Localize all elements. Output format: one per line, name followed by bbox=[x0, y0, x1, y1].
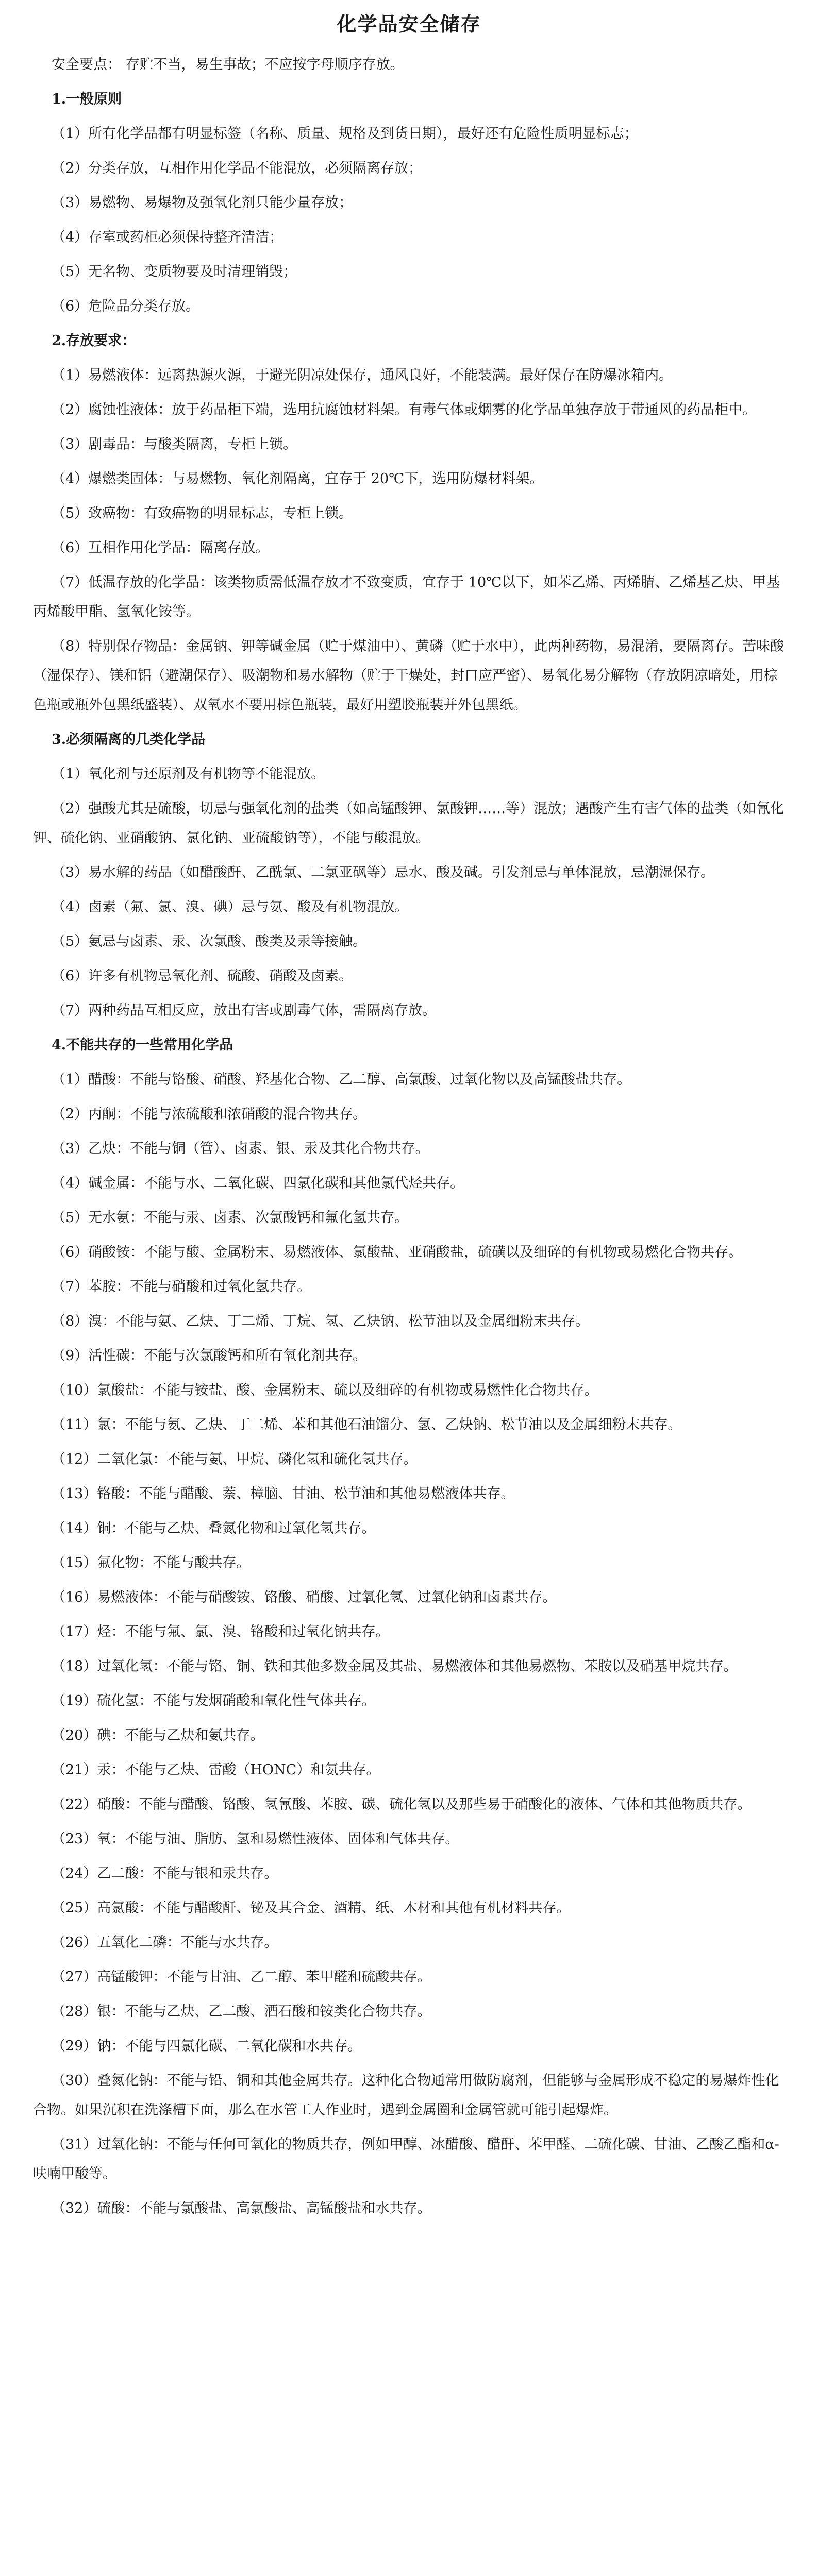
paragraph: （27）高锰酸钾：不能与甘油、乙二醇、苯甲醛和硫酸共存。 bbox=[52, 1969, 431, 1985]
section-heading: 4.不能共存的一些常用化学品 bbox=[52, 1037, 233, 1053]
paragraph: （24）乙二酸：不能与银和汞共存。 bbox=[52, 1866, 278, 1882]
paragraph: （9）活性碳：不能与次氯酸钙和所有氧化剂共存。 bbox=[52, 1348, 367, 1364]
paragraph: （8）特别保存物品：金属钠、钾等碱金属（贮于煤油中）、黄磷（贮于水中），此两种药物，易混淆，要隔离存。苦味酸（湿保存）、镁和铝（避潮保存）、吸潮物和易水解物（贮于干燥处，封口应严密）、易氧化易分解物（存放阴凉暗处，用棕色瓶或瓶外包黑纸盛装）、双氧水不要用棕色瓶装，最好用塑胶瓶装并外包黑纸。 bbox=[33, 638, 784, 713]
paragraph: （3）剧毒品：与酸类隔离，专柜上锁。 bbox=[52, 436, 297, 452]
paragraph: （8）溴：不能与氨、乙炔、丁二烯、丁烷、氢、乙炔钠、松节油以及金属细粉末共存。 bbox=[52, 1313, 590, 1329]
paragraph: （5）致癌物：有致癌物的明显标志，专柜上锁。 bbox=[52, 505, 353, 521]
paragraph: （6）硝酸铵：不能与酸、金属粉末、易燃液体、氯酸盐、亚硝酸盐，硫磺以及细碎的有机物或易燃化合物共存。 bbox=[52, 1244, 743, 1260]
paragraph: （6）许多有机物忌氧化剂、硫酸、硝酸及卤素。 bbox=[52, 968, 353, 984]
paragraph: （22）硝酸：不能与醋酸、铬酸、氢氰酸、苯胺、碳、硫化氢以及那些易于硝酸化的液体、气体和其他物质共存。 bbox=[52, 1797, 752, 1812]
paragraph: （4）爆燃类固体：与易燃物、氧化剂隔离，宜存于 20℃下，选用防爆材料架。 bbox=[52, 471, 544, 487]
paragraph: （15）氟化物：不能与酸共存。 bbox=[52, 1555, 251, 1571]
paragraph: （1）易燃液体：远离热源火源，于避光阴凉处保存，通风良好，不能装满。最好保存在防爆冰箱内。 bbox=[52, 367, 673, 383]
paragraph: （23）氧：不能与油、脂肪、氢和易燃性液体、固体和气体共存。 bbox=[52, 1831, 459, 1847]
paragraph: （12）二氧化氯：不能与氨、甲烷、磷化氢和硫化氢共存。 bbox=[52, 1451, 418, 1467]
paragraph: （2）强酸尤其是硫酸，切忌与强氧化剂的盐类（如高锰酸钾、氯酸钾……等）混放；遇酸产生有害气体的盐类（如氰化钾、硫化钠、亚硝酸钠、氯化钠、亚硫酸钠等），不能与酸混放。 bbox=[33, 801, 784, 846]
document-body bbox=[33, 50, 785, 2223]
page-title: 化学品安全储存 bbox=[337, 12, 481, 36]
paragraph: （1）所有化学品都有明显标签（名称、质量、规格及到货日期），最好还有危险性质明显标志； bbox=[52, 126, 638, 142]
paragraph: （10）氯酸盐：不能与铵盐、酸、金属粉末、硫以及细碎的有机物或易燃性化合物共存。 bbox=[52, 1382, 598, 1398]
paragraph: （16）易燃液体：不能与硝酸铵、铬酸、硝酸、过氧化氢、过氧化钠和卤素共存。 bbox=[52, 1589, 557, 1605]
paragraph: （29）钠：不能与四氯化碳、二氧化碳和水共存。 bbox=[52, 2038, 362, 2054]
paragraph: （19）硫化氢：不能与发烟硝酸和氧化性气体共存。 bbox=[52, 1693, 376, 1709]
paragraph: （3）乙炔：不能与铜（管）、卤素、银、汞及其化合物共存。 bbox=[52, 1141, 429, 1157]
paragraph: 安全要点： 存贮不当，易生事故；不应按字母顺序存放。 bbox=[52, 57, 404, 73]
paragraph: （5）无水氨：不能与汞、卤素、次氯酸钙和氟化氢共存。 bbox=[52, 1210, 409, 1226]
paragraph: （5）无名物、变质物要及时清理销毁； bbox=[52, 264, 297, 280]
paragraph: （31）过氧化钠：不能与任何可氧化的物质共存，例如甲醇、冰醋酸、醋酐、苯甲醛、二硫化碳、甘油、乙酸乙酯和α-呋喃甲酸等。 bbox=[33, 2137, 779, 2182]
paragraph: （28）银：不能与乙炔、乙二酸、酒石酸和铵类化合物共存。 bbox=[52, 2004, 431, 2020]
paragraph: （18）过氧化氢：不能与铬、铜、铁和其他多数金属及其盐、易燃液体和其他易燃物、苯胺以及硝基甲烷共存。 bbox=[52, 1658, 738, 1674]
paragraph: （20）碘：不能与乙炔和氨共存。 bbox=[52, 1727, 264, 1743]
paragraph: （1）氧化剂与还原剂及有机物等不能混放。 bbox=[52, 766, 325, 782]
paragraph: （14）铜：不能与乙炔、叠氮化物和过氧化氢共存。 bbox=[52, 1520, 376, 1536]
paragraph: （6）危险品分类存放。 bbox=[52, 298, 200, 314]
paragraph: （2）腐蚀性液体：放于药品柜下端，选用抗腐蚀材料架。有毒气体或烟雾的化学品单独存放于带通风的药品柜中。 bbox=[52, 402, 757, 418]
paragraph: （1）醋酸：不能与铬酸、硝酸、羟基化合物、乙二醇、高氯酸、过氧化物以及高锰酸盐共存。 bbox=[52, 1072, 631, 1088]
paragraph: （17）烃：不能与氟、氯、溴、铬酸和过氧化钠共存。 bbox=[52, 1624, 390, 1640]
paragraph: （30）叠氮化钠：不能与铅、铜和其他金属共存。这种化合物通常用做防腐剂，但能够与金属形成不稳定的易爆炸性化合物。如果沉积在洗涤槽下面，那么在水管工人作业时，遇到金属圈和金属管就可能引起爆炸。 bbox=[33, 2073, 779, 2118]
paragraph: （4）卤素（氟、氯、溴、碘）忌与氨、酸及有机物混放。 bbox=[52, 899, 409, 915]
section-heading: 2.存放要求： bbox=[52, 333, 136, 349]
paragraph: （26）五氧化二磷：不能与水共存。 bbox=[52, 1935, 278, 1951]
paragraph: （5）氨忌与卤素、汞、次氯酸、酸类及汞等接触。 bbox=[52, 934, 367, 950]
paragraph: （3）易燃物、易爆物及强氧化剂只能少量存放； bbox=[52, 195, 353, 211]
paragraph: （4）碱金属：不能与水、二氧化碳、四氯化碳和其他氯代烃共存。 bbox=[52, 1175, 464, 1191]
paragraph: （2）丙酮：不能与浓硫酸和浓硝酸的混合物共存。 bbox=[52, 1106, 367, 1122]
paragraph: （7）苯胺：不能与硝酸和过氧化氢共存。 bbox=[52, 1279, 311, 1295]
paragraph: （3）易水解的药品（如醋酸酐、乙酰氯、二氯亚砜等）忌水、酸及碱。引发剂忌与单体混放，忌潮湿保存。 bbox=[52, 865, 715, 880]
paragraph: （21）汞：不能与乙炔、雷酸（HONC）和氨共存。 bbox=[52, 1762, 380, 1778]
paragraph: （4）存室或药柜必须保持整齐清洁； bbox=[52, 229, 283, 245]
section-heading: 1.一般原则 bbox=[52, 91, 122, 107]
section-heading: 3.必须隔离的几类化学品 bbox=[52, 732, 206, 748]
paragraph: （2）分类存放，互相作用化学品不能混放，必须隔离存放； bbox=[52, 160, 423, 176]
paragraph: （32）硫酸：不能与氯酸盐、高氯酸盐、高锰酸盐和水共存。 bbox=[52, 2200, 431, 2216]
paragraph: （13）铬酸：不能与醋酸、萘、樟脑、甘油、松节油和其他易燃液体共存。 bbox=[52, 1486, 515, 1502]
paragraph: （25）高氯酸：不能与醋酸酐、铋及其合金、酒精、纸、木材和其他有机材料共存。 bbox=[52, 1900, 571, 1916]
paragraph: （6）互相作用化学品：隔离存放。 bbox=[52, 540, 270, 556]
paragraph: （11）氯：不能与氨、乙炔、丁二烯、苯和其他石油馏分、氢、乙炔钠、松节油以及金属细粉末共存。 bbox=[52, 1417, 682, 1433]
paragraph: （7）低温存放的化学品：该类物质需低温存放才不致变质，宜存于 10℃以下，如苯乙烯、丙烯腈、乙烯基乙炔、甲基丙烯酸甲酯、氢氧化铵等。 bbox=[33, 574, 780, 620]
paragraph: （7）两种药品互相反应，放出有害或剧毒气体，需隔离存放。 bbox=[52, 1003, 437, 1019]
